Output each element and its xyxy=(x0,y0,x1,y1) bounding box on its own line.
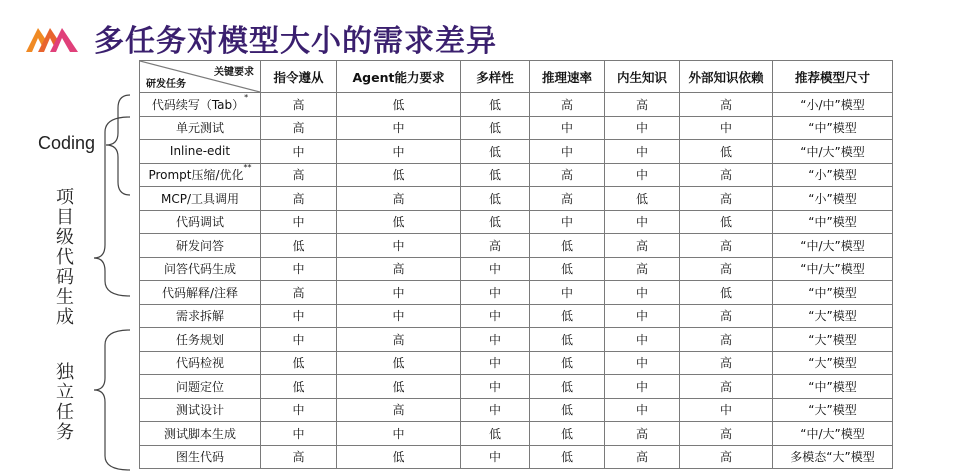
requirement-level-cell: 低 xyxy=(680,140,773,164)
task-name-cell xyxy=(140,93,261,117)
requirement-level-cell: 中 xyxy=(605,375,680,399)
corner-label-tasks: 研发任务 xyxy=(146,79,186,90)
requirement-level-cell: 低 xyxy=(680,210,773,234)
requirement-level-cell: 低 xyxy=(530,351,605,375)
task-name: 问题定位 xyxy=(175,379,224,394)
requirement-level-cell: 中 xyxy=(605,163,680,187)
requirement-level-cell: 高 xyxy=(605,234,680,258)
requirement-level-cell: 中 xyxy=(530,281,605,305)
requirement-level-cell: 中 xyxy=(461,257,530,281)
table-row xyxy=(140,304,893,328)
requirement-level-cell: 高 xyxy=(530,93,605,117)
requirement-level-cell: 高 xyxy=(337,398,461,422)
task-name-cell xyxy=(140,445,261,469)
model-size-cell: “小”模型 xyxy=(773,163,893,187)
table-row xyxy=(140,234,893,258)
requirement-level-cell: 低 xyxy=(530,398,605,422)
requirement-level-cell: 高 xyxy=(261,445,337,469)
requirement-level-cell: 中 xyxy=(530,210,605,234)
requirement-level-cell: 中 xyxy=(461,398,530,422)
requirement-level-cell: 中 xyxy=(337,304,461,328)
corner-label-requirements: 关键要求 xyxy=(214,67,254,78)
requirement-level-cell: 中 xyxy=(261,140,337,164)
requirement-level-cell: 中 xyxy=(605,281,680,305)
requirement-level-cell: 中 xyxy=(337,422,461,446)
requirement-level-cell: 低 xyxy=(261,351,337,375)
requirement-level-cell: 高 xyxy=(261,187,337,211)
requirement-level-cell: 中 xyxy=(605,140,680,164)
company-logo-icon xyxy=(24,18,80,58)
requirement-level-cell: 中 xyxy=(680,116,773,140)
requirement-level-cell: 低 xyxy=(605,187,680,211)
requirement-level-cell: 中 xyxy=(261,304,337,328)
table-row xyxy=(140,163,893,187)
requirement-level-cell: 低 xyxy=(461,93,530,117)
column-header: 外部知识依赖 xyxy=(680,61,773,93)
requirement-level-cell: 低 xyxy=(261,375,337,399)
task-name: Inline-edit xyxy=(169,144,231,159)
requirement-level-cell: 高 xyxy=(680,304,773,328)
task-name-cell xyxy=(140,328,261,352)
task-name-cell xyxy=(140,210,261,234)
requirement-level-cell: 中 xyxy=(261,328,337,352)
task-name: 代码解释/注释 xyxy=(161,285,239,300)
requirement-level-cell: 中 xyxy=(605,210,680,234)
requirement-level-cell: 中 xyxy=(261,422,337,446)
requirement-level-cell: 高 xyxy=(680,422,773,446)
requirement-level-cell: 低 xyxy=(337,375,461,399)
task-name-cell xyxy=(140,187,261,211)
requirement-level-cell: 低 xyxy=(530,445,605,469)
requirement-level-cell: 高 xyxy=(261,281,337,305)
table-row xyxy=(140,328,893,352)
group-label-coding: Coding xyxy=(38,133,96,153)
requirement-level-cell: 高 xyxy=(261,116,337,140)
requirement-level-cell: 低 xyxy=(461,210,530,234)
requirement-level-cell: 低 xyxy=(530,422,605,446)
table-row xyxy=(140,375,893,399)
model-size-cell: “中/大”模型 xyxy=(773,234,893,258)
task-name: 代码检视 xyxy=(175,356,224,371)
task-name: 需求拆解 xyxy=(175,309,224,324)
requirement-level-cell: 中 xyxy=(680,398,773,422)
requirement-level-cell: 中 xyxy=(530,140,605,164)
model-size-cell: “中/大”模型 xyxy=(773,422,893,446)
header-corner-cell xyxy=(140,61,261,93)
footnote-mark: * xyxy=(244,92,249,102)
requirement-level-cell: 中 xyxy=(605,116,680,140)
requirement-level-cell: 高 xyxy=(261,93,337,117)
column-header: 指令遵从 xyxy=(261,61,337,93)
table-row xyxy=(140,422,893,446)
requirement-level-cell: 中 xyxy=(461,281,530,305)
task-name: 代码续写（Tab） xyxy=(151,97,245,112)
requirement-level-cell: 中 xyxy=(461,328,530,352)
requirements-table xyxy=(139,60,893,469)
requirement-level-cell: 中 xyxy=(461,375,530,399)
model-size-cell: “小”模型 xyxy=(773,187,893,211)
requirement-level-cell: 低 xyxy=(337,93,461,117)
task-name: MCP/工具调用 xyxy=(160,191,239,206)
table-row xyxy=(140,116,893,140)
table-row xyxy=(140,140,893,164)
requirement-level-cell: 高 xyxy=(530,187,605,211)
task-name-cell xyxy=(140,116,261,140)
requirement-level-cell: 中 xyxy=(605,328,680,352)
requirement-level-cell: 高 xyxy=(337,328,461,352)
requirement-level-cell: 低 xyxy=(680,281,773,305)
requirement-level-cell: 中 xyxy=(261,210,337,234)
slide-title: 多任务对模型大小的需求差异 xyxy=(94,24,497,59)
requirement-level-cell: 高 xyxy=(530,163,605,187)
table-row xyxy=(140,398,893,422)
task-name-cell xyxy=(140,422,261,446)
requirement-level-cell: 高 xyxy=(605,257,680,281)
requirement-level-cell: 中 xyxy=(337,140,461,164)
task-name: 图生代码 xyxy=(175,450,224,465)
task-name: 测试设计 xyxy=(175,403,224,418)
requirement-level-cell: 低 xyxy=(530,234,605,258)
requirement-level-cell: 低 xyxy=(461,422,530,446)
column-header: Agent能力要求 xyxy=(337,61,461,93)
requirement-level-cell: 中 xyxy=(461,445,530,469)
requirement-level-cell: 高 xyxy=(680,234,773,258)
requirement-level-cell: 低 xyxy=(461,187,530,211)
model-size-cell: “大”模型 xyxy=(773,398,893,422)
task-name: Prompt压缩/优化 xyxy=(148,168,244,183)
task-name: 单元测试 xyxy=(175,121,224,136)
table-row xyxy=(140,445,893,469)
column-header: 多样性 xyxy=(461,61,530,93)
group-label-independent: 独立任务 xyxy=(53,362,74,442)
task-name-cell xyxy=(140,257,261,281)
model-size-cell: “中/大”模型 xyxy=(773,140,893,164)
task-name-cell xyxy=(140,375,261,399)
task-name: 测试脚本生成 xyxy=(163,426,236,441)
requirement-level-cell: 中 xyxy=(337,281,461,305)
requirement-level-cell: 低 xyxy=(337,445,461,469)
requirement-level-cell: 高 xyxy=(605,422,680,446)
task-name-cell xyxy=(140,140,261,164)
requirement-level-cell: 低 xyxy=(337,163,461,187)
table-row xyxy=(140,187,893,211)
requirement-level-cell: 低 xyxy=(461,116,530,140)
requirement-level-cell: 高 xyxy=(605,445,680,469)
column-header: 内生知识 xyxy=(605,61,680,93)
requirement-level-cell: 中 xyxy=(605,304,680,328)
task-name-cell xyxy=(140,304,261,328)
requirement-level-cell: 高 xyxy=(680,187,773,211)
task-name-cell xyxy=(140,351,261,375)
requirement-level-cell: 中 xyxy=(461,351,530,375)
requirement-level-cell: 高 xyxy=(680,163,773,187)
model-size-cell: “中”模型 xyxy=(773,281,893,305)
task-name: 代码调试 xyxy=(175,215,224,230)
requirement-level-cell: 高 xyxy=(680,257,773,281)
requirement-level-cell: 中 xyxy=(337,234,461,258)
task-name-cell xyxy=(140,234,261,258)
group-label-project: 项目级代码生成 xyxy=(53,187,74,327)
requirement-level-cell: 中 xyxy=(605,398,680,422)
requirement-level-cell: 低 xyxy=(261,234,337,258)
requirement-level-cell: 高 xyxy=(337,187,461,211)
independent-brace xyxy=(94,330,130,470)
task-name: 研发问答 xyxy=(175,238,224,253)
requirement-level-cell: 中 xyxy=(261,398,337,422)
slide-header xyxy=(24,12,924,60)
requirement-level-cell: 高 xyxy=(337,257,461,281)
model-size-cell: “中/大”模型 xyxy=(773,257,893,281)
requirement-level-cell: 高 xyxy=(680,93,773,117)
table-row xyxy=(140,351,893,375)
requirement-level-cell: 高 xyxy=(680,351,773,375)
table-row xyxy=(140,210,893,234)
table-row xyxy=(140,93,893,117)
requirement-level-cell: 高 xyxy=(680,445,773,469)
model-size-cell: “中”模型 xyxy=(773,375,893,399)
task-name-cell xyxy=(140,281,261,305)
project-brace xyxy=(94,117,130,296)
table-header-row xyxy=(140,61,893,93)
model-size-cell: “大”模型 xyxy=(773,328,893,352)
model-size-cell: “中”模型 xyxy=(773,210,893,234)
table-row xyxy=(140,281,893,305)
requirement-level-cell: 低 xyxy=(337,210,461,234)
requirement-level-cell: 低 xyxy=(461,140,530,164)
column-header: 推荐模型尺寸 xyxy=(773,61,893,93)
task-name: 任务规划 xyxy=(175,332,224,347)
task-name-cell xyxy=(140,398,261,422)
column-header: 推理速率 xyxy=(530,61,605,93)
requirement-level-cell: 高 xyxy=(680,375,773,399)
requirement-level-cell: 高 xyxy=(605,93,680,117)
requirement-level-cell: 低 xyxy=(530,304,605,328)
model-size-cell: “大”模型 xyxy=(773,304,893,328)
table-row xyxy=(140,257,893,281)
model-size-cell: 多模态“大”模型 xyxy=(773,445,893,469)
model-size-cell: “中”模型 xyxy=(773,116,893,140)
requirement-level-cell: 高 xyxy=(261,163,337,187)
task-name-cell xyxy=(140,163,261,187)
requirement-level-cell: 高 xyxy=(461,234,530,258)
requirement-level-cell: 高 xyxy=(680,328,773,352)
task-name: 问答代码生成 xyxy=(163,262,236,277)
coding-brace xyxy=(106,95,130,195)
requirement-level-cell: 低 xyxy=(530,375,605,399)
requirement-level-cell: 低 xyxy=(461,163,530,187)
requirement-level-cell: 中 xyxy=(337,116,461,140)
model-size-cell: “大”模型 xyxy=(773,351,893,375)
requirement-level-cell: 低 xyxy=(530,257,605,281)
model-size-cell: “小/中”模型 xyxy=(773,93,893,117)
requirement-level-cell: 低 xyxy=(337,351,461,375)
footnote-mark: ** xyxy=(243,163,252,173)
requirement-level-cell: 低 xyxy=(530,328,605,352)
requirement-level-cell: 中 xyxy=(261,257,337,281)
requirement-level-cell: 中 xyxy=(461,304,530,328)
requirement-level-cell: 中 xyxy=(530,116,605,140)
requirement-level-cell: 中 xyxy=(605,351,680,375)
